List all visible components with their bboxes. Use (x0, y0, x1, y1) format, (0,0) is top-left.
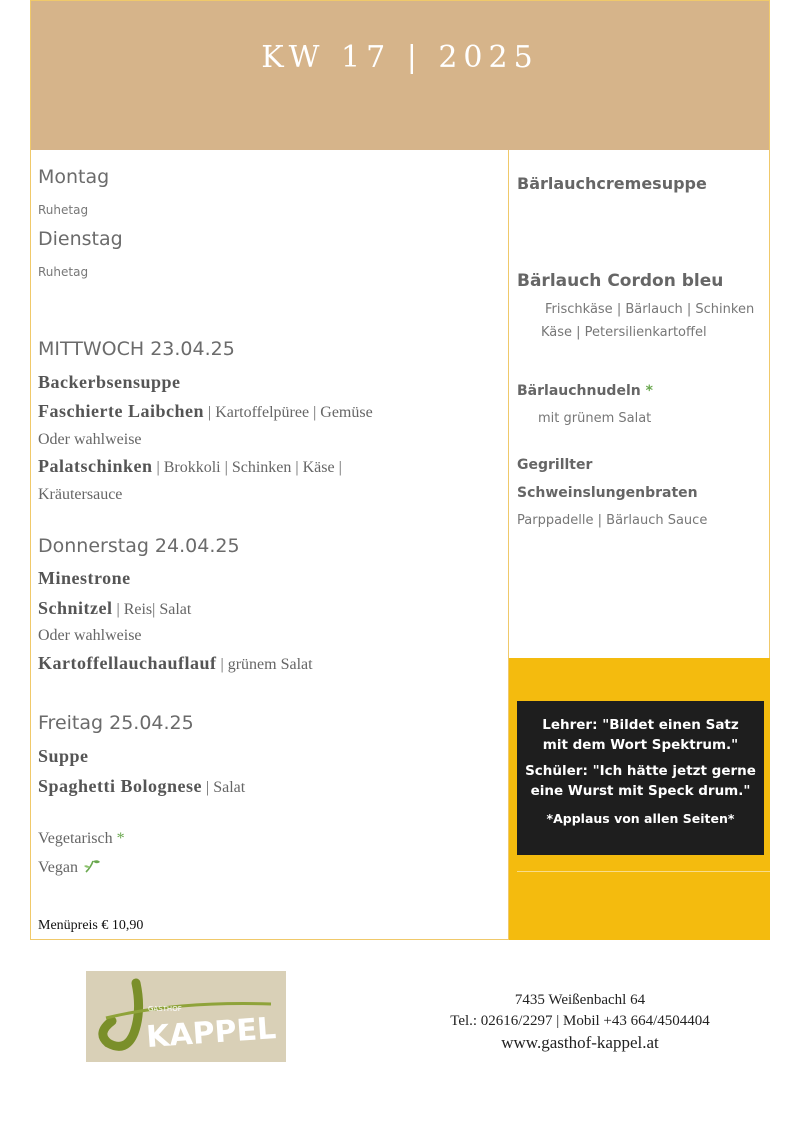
wednesday-main2 (38, 456, 342, 477)
special-noodles-name: Bärlauchnudeln (517, 383, 641, 399)
dish-sides: | Kartoffelpüree | Gemüse (203, 404, 373, 421)
logo-small-text: GASTHOF (148, 1005, 182, 1013)
thursday-main1 (38, 598, 191, 619)
joke-line: eine Wurst mit Speck drum." (530, 783, 751, 799)
day-thursday: Donnerstag 24.04.25 (38, 535, 240, 557)
tuesday-note: Ruhetag (38, 265, 89, 279)
menu-price: Menüpreis € 10,90 (38, 918, 144, 933)
joke-applause: *Applaus von allen Seiten* (546, 811, 735, 826)
joke-line: mit dem Wort Spektrum." (542, 737, 739, 753)
address-phone: Tel.: 02616/2297 | Mobil +43 664/4504404 (450, 1013, 710, 1029)
day-monday: Montag (38, 166, 110, 188)
friday-soup: Suppe (38, 746, 89, 766)
wednesday-alt: Oder wahlweise (38, 431, 142, 448)
dish-name: Kartoffellauchauflauf (38, 653, 217, 673)
panel-rule (517, 871, 770, 872)
address-website[interactable]: www.gasthof-kappel.at (501, 1033, 659, 1052)
special-roast-desc: Parppadelle | Bärlauch Sauce (517, 513, 708, 528)
dish-sides: | Salat (202, 779, 246, 796)
special-cordon-bleu-desc2: Käse | Petersilienkartoffel (541, 325, 707, 340)
wednesday-main1 (38, 401, 373, 422)
vegetarian-star-icon: * (116, 830, 125, 847)
sprout-icon (82, 858, 102, 874)
day-tuesday: Dienstag (38, 228, 123, 250)
logo-mark (86, 971, 286, 1062)
dish-name: Schnitzel (38, 598, 113, 618)
joke-chalkboard (517, 701, 764, 855)
special-noodles-desc: mit grünem Salat (538, 411, 652, 426)
dish-name: Faschierte Laibchen (38, 401, 204, 421)
legend-label: Vegetarisch (38, 830, 113, 847)
thursday-soup: Minestrone (38, 568, 131, 588)
joke-line: Schüler: "Ich hätte jetzt gerne (525, 763, 756, 779)
monday-note: Ruhetag (38, 203, 89, 217)
dish-name: Spaghetti Bolognese (38, 776, 203, 796)
friday-main1 (38, 776, 245, 797)
joke-line: Lehrer: "Bildet einen Satz (542, 717, 739, 733)
logo-big-text: KAPPEL (145, 1011, 278, 1056)
dish-sides: | Brokkoli | Schinken | Käse | (152, 459, 342, 476)
vegetarian-star-icon: * (645, 383, 653, 399)
dish-name: Palatschinken (38, 456, 153, 476)
wednesday-soup: Backerbsensuppe (38, 372, 181, 392)
dish-sides: | grünem Salat (216, 656, 313, 673)
contact-block (430, 990, 730, 1053)
address-street: 7435 Weißenbachl 64 (514, 992, 646, 1008)
legend-label: Vegan (38, 859, 78, 876)
wednesday-main2-cont: Kräutersauce (38, 486, 123, 503)
page-title: KW 17 | 2025 (261, 39, 539, 75)
special-cordon-bleu: Bärlauch Cordon bleu (517, 271, 724, 291)
special-noodles (517, 383, 653, 399)
thursday-main2 (38, 653, 313, 674)
legend-vegan (38, 858, 102, 877)
legend-vegetarian (38, 830, 125, 848)
special-roast-line1: Gegrillter (517, 457, 593, 473)
special-roast-line2: Schweinslungenbraten (517, 485, 698, 501)
thursday-alt: Oder wahlweise (38, 627, 142, 644)
special-soup: Bärlauchcremesuppe (517, 174, 707, 193)
gasthof-kappel-logo (86, 971, 286, 1062)
dish-sides: | Reis| Salat (112, 601, 192, 618)
day-friday: Freitag 25.04.25 (38, 712, 194, 734)
day-wednesday: MITTWOCH 23.04.25 (38, 338, 235, 360)
special-cordon-bleu-desc1: Frischkäse | Bärlauch | Schinken (545, 302, 755, 317)
